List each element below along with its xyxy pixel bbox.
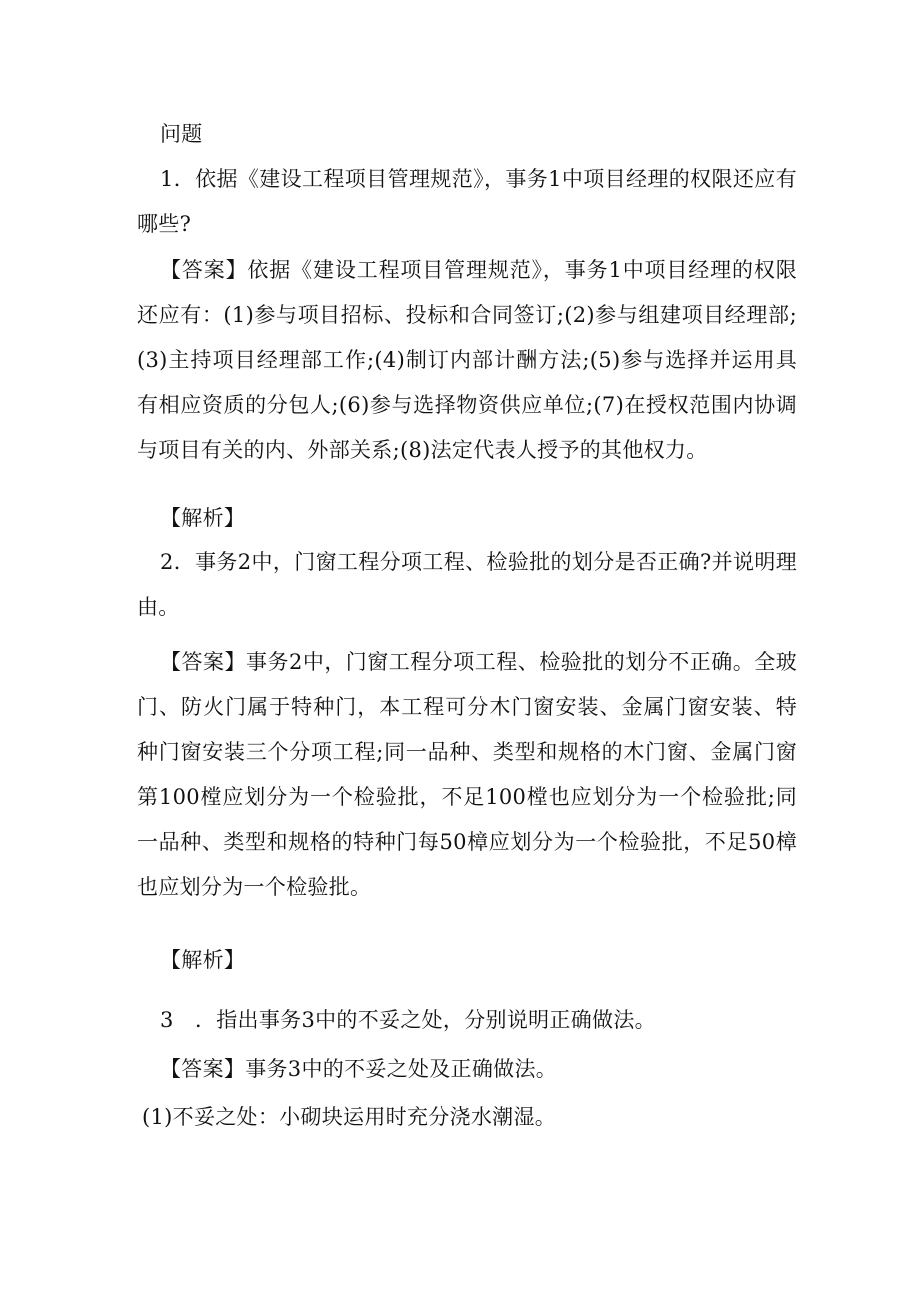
question-1: 1．依据《建设工程项目管理规范》，事务1中项目经理的权限还应有哪些? [137, 167, 797, 236]
answer-1: 【答案】依据《建设工程项目管理规范》，事务1中项目经理的权限还应有：(1)参与项目招标、投标和合同签订;(2)参与组建项目经理部;(3)主持项目经理部工作;(4)制订内部计酬方法;(5)参与选择并运用具有相应资质的分包人;(6)参与选择物资供应单位;(7)在授权范围内协调与项目有关的内、外部关系;(8)法定代表人授予的其他权力。 [137, 258, 797, 462]
section-heading: 问题 [160, 122, 203, 146]
question-3: 3 ．指出事务3中的不妥之处，分别说明正确做法。 [160, 1008, 656, 1032]
answer-2: 【答案】事务2中，门窗工程分项工程、检验批的划分不正确。全玻门、防火门属于特种门，本工程可分木门窗安装、金属门窗安装、特种门窗安装三个分项工程;同一品种、类型和规格的木门窗、金属门窗第100樘应划分为一个检验批，不足100樘也应划分为一个检验批;同一品种、类型和规格的特种门每50樟应划分为一个检验批，不足50樟也应划分为一个检验批。 [137, 650, 797, 899]
analysis-2: 【解析】 [160, 948, 246, 972]
question-2: 2．事务2中，门窗工程分项工程、检验批的划分是否正确?并说明理由。 [137, 550, 797, 619]
answer-3: 【答案】事务3中的不妥之处及正确做法。 [160, 1057, 558, 1081]
answer-3-item-1: (1)不妥之处：小砌块运用时充分浇水潮湿。 [142, 1105, 557, 1129]
analysis-1: 【解析】 [160, 506, 246, 530]
